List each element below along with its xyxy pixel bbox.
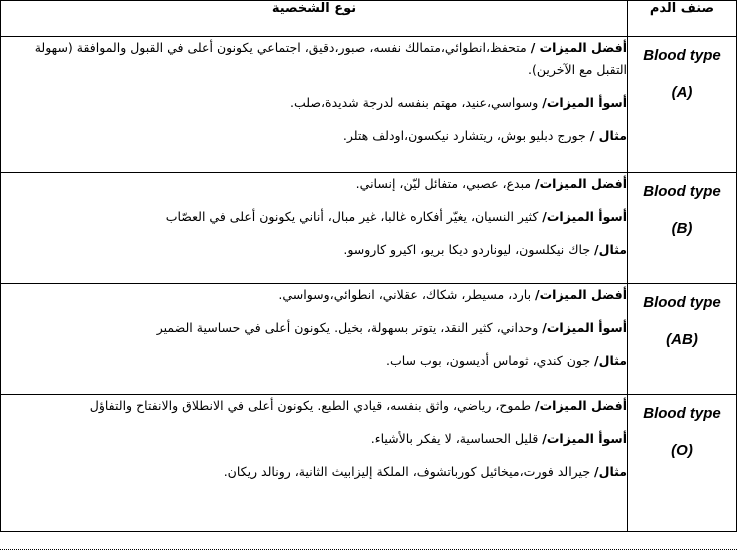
example-label: مثال/ [594,242,627,257]
worst-traits-text: كثير النسيان، يغيّر أفكاره غالبا، غير مبال، أناني يكونون أعلى في العصّاب [165,209,543,224]
best-traits-line [1,37,627,81]
best-traits-line [1,284,627,306]
worst-traits-label: أسوأ الميزات/ [542,431,627,446]
example-label: مثال / [589,128,627,143]
best-traits-text: متحفظ،انطوائي،متمالك نفسه، صبور،دقيق، اجتماعي يكونون أعلى في القبول والموافقة (سهولة التقبل مع الآخرين). [34,40,627,77]
example-line [1,350,627,372]
example-text: جيرالد فورت،ميخائيل كورباتشوف، الملكة إليزابيث الثانية، رونالد ريكان. [223,464,595,479]
personality-cell [1,284,628,395]
blood-type-cell [628,395,737,532]
worst-traits-text: وحداني، كثير النقد، يتوتر بسهولة، بخيل. يكونون أعلى في حساسية الضمير [156,320,543,335]
blood-type-name: Blood type [643,405,721,422]
best-traits-text: بارد، مسيطر، شكاك، عقلاني، انطوائي،وسواسي. [278,287,536,302]
example-line [1,239,627,261]
worst-traits-line [1,92,627,114]
table-header-row [1,1,737,37]
blood-type-name: Blood type [643,47,721,64]
best-traits-label: أفضل الميزات/ [535,398,627,413]
blood-type-name: Blood type [643,183,721,200]
worst-traits-line [1,317,627,339]
blood-type-column-header: صنف الدم [628,1,737,37]
example-line [1,461,627,483]
personality-cell [1,395,628,532]
worst-traits-text: وسواسي،عنيد، مهتم بنفسه لدرجة شديدة،صلب. [289,95,543,110]
table-row [1,173,737,284]
table-row [1,284,737,395]
blood-type-cell [628,37,737,173]
worst-traits-line [1,206,627,228]
best-traits-label: أفضل الميزات/ [535,176,627,191]
best-traits-text: طموح، رياضي، واثق بنفسه، قيادي الطبع. يكونون أعلى في الانطلاق والانفتاح والتفاؤل [89,398,536,413]
table-row [1,37,737,173]
blood-type-cell [628,284,737,395]
page-bottom-divider [0,549,737,550]
worst-traits-label: أسوأ الميزات/ [542,95,627,110]
worst-traits-text: قليل الحساسية، لا يفكر بالأشياء. [370,431,543,446]
best-traits-label: أفضل الميزات / [530,40,627,55]
personality-cell [1,173,628,284]
personality-cell [1,37,628,173]
worst-traits-label: أسوأ الميزات/ [542,320,627,335]
best-traits-label: أفضل الميزات/ [535,287,627,302]
example-text: جون كندي، ثوماس أديسون، بوب ساب. [385,353,595,368]
best-traits-text: مبدع، عصبي، متفائل ليّن، إنساني. [355,176,536,191]
blood-type-name: Blood type [643,294,721,311]
best-traits-line [1,395,627,417]
table-row [1,395,737,532]
example-line [1,125,627,147]
blood-type-group: (AB) [666,331,698,348]
blood-type-group: (B) [671,220,693,237]
example-label: مثال/ [594,464,627,479]
best-traits-line [1,173,627,195]
example-text: جاك نيكلسون، ليوناردو ديكا بريو، اكيرو كاروسو. [343,242,595,257]
worst-traits-line [1,428,627,450]
personality-column-header: نوع الشخصية [1,1,628,37]
example-text: جورج دبليو بوش، ريتشارد نيكسون،اودلف هتلر. [342,128,590,143]
blood-type-cell [628,173,737,284]
blood-type-group: (A) [671,84,693,101]
example-label: مثال/ [594,353,627,368]
worst-traits-label: أسوأ الميزات/ [542,209,627,224]
blood-type-group: (O) [671,442,693,459]
